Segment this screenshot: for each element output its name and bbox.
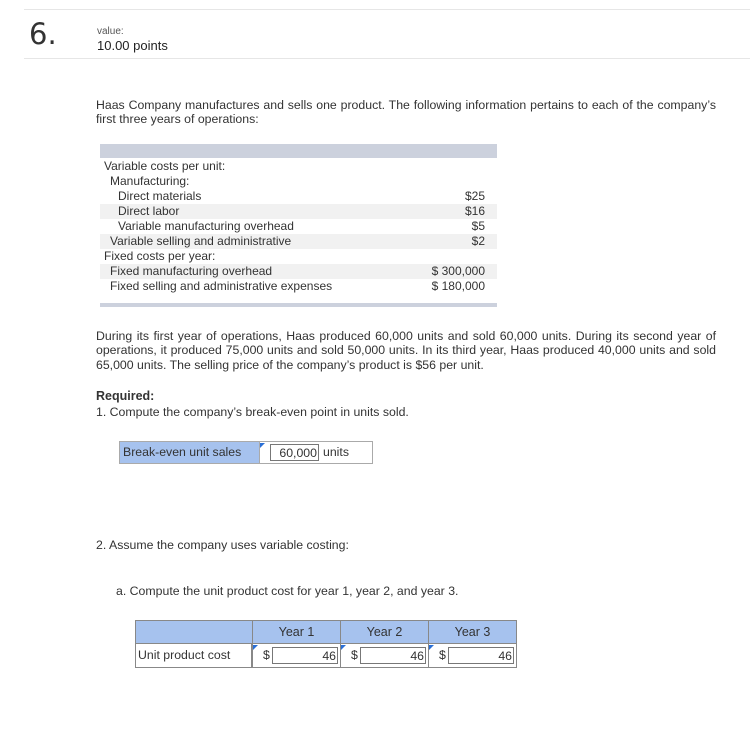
currency-symbol: $ [263,648,270,662]
header-divider [24,58,750,59]
currency-symbol: $ [439,648,446,662]
required-heading: Required: [96,389,155,403]
year-3-cell [428,644,516,667]
cost-row-label: Fixed selling and administrative expenses [110,279,333,293]
cost-table-header-bar [100,144,497,158]
answer-flag-icon [253,645,258,650]
year-1-cell [252,644,340,667]
cost-row-amount: $2 [471,234,485,248]
header-year-1: Year 1 [252,621,340,643]
cost-row [100,189,497,204]
question-number: 6. [29,17,57,51]
cost-row [100,204,497,219]
cost-row-amount: $25 [464,189,485,203]
cost-row [100,159,497,174]
cost-row-label: Direct labor [118,204,180,218]
cost-row-label: Variable manufacturing overhead [118,219,294,233]
cost-row-label: Manufacturing: [110,174,190,188]
answer-flag-icon [429,645,434,650]
cost-row-label: Fixed costs per year: [104,249,216,263]
breakeven-units-input[interactable] [270,444,319,461]
scenario-paragraph: During its first year of operations, Haas produced 60,000 units and sold 60,000 units. During its second year of operations, it produced 75,000 units and sold 50,000 units. In its third year, Haas produced 40,000 units and sold 65,000 units. The selling price of the company’s product is $56 per unit. [96,329,716,372]
breakeven-units-label: units [323,445,349,459]
year-1-cost-input[interactable] [272,647,338,664]
unit-cost-row-label: Unit product cost [136,644,252,667]
unit-product-cost-table [135,620,517,668]
cost-row [100,249,497,264]
cost-row [100,174,497,189]
cost-row-amount: $16 [464,204,485,218]
cost-row [100,264,497,279]
top-divider [24,9,750,10]
cost-table-footer-bar [100,303,497,307]
cost-row [100,219,497,234]
cost-table [100,144,497,307]
points-value: 10.00 points [97,38,168,53]
year-2-cost-input[interactable] [360,647,426,664]
cost-row-amount: $5 [471,219,485,233]
cost-row [100,279,497,294]
question-1-text: 1. Compute the company’s break-even point in units sold. [96,405,409,419]
cost-row-amount: $ 300,000 [431,264,485,278]
question-2-text: 2. Assume the company uses variable costing: [96,538,349,552]
question-2a-text: a. Compute the unit product cost for year 1, year 2, and year 3. [116,584,459,598]
breakeven-label: Break-even unit sales [120,442,260,463]
cost-row-label: Variable costs per unit: [104,159,226,173]
currency-symbol: $ [351,648,358,662]
value-label: value: [97,26,124,37]
header-year-3: Year 3 [428,621,516,643]
cost-row [100,234,497,249]
cost-row-label: Variable selling and administrative [110,234,292,248]
year-2-cell [340,644,428,667]
answer-flag-icon [260,443,265,448]
cost-row-label: Fixed manufacturing overhead [110,264,273,278]
unit-table-header [136,621,516,644]
answer-flag-icon [341,645,346,650]
cost-row-label: Direct materials [118,189,202,203]
unit-cost-row [136,644,516,667]
cost-row-amount: $ 180,000 [431,279,485,293]
intro-paragraph: Haas Company manufactures and sells one product. The following information pertains to each of the company’s first three years of operations: [96,98,716,127]
year-3-cost-input[interactable] [448,647,514,664]
breakeven-answer-row [119,441,373,464]
header-year-2: Year 2 [340,621,428,643]
